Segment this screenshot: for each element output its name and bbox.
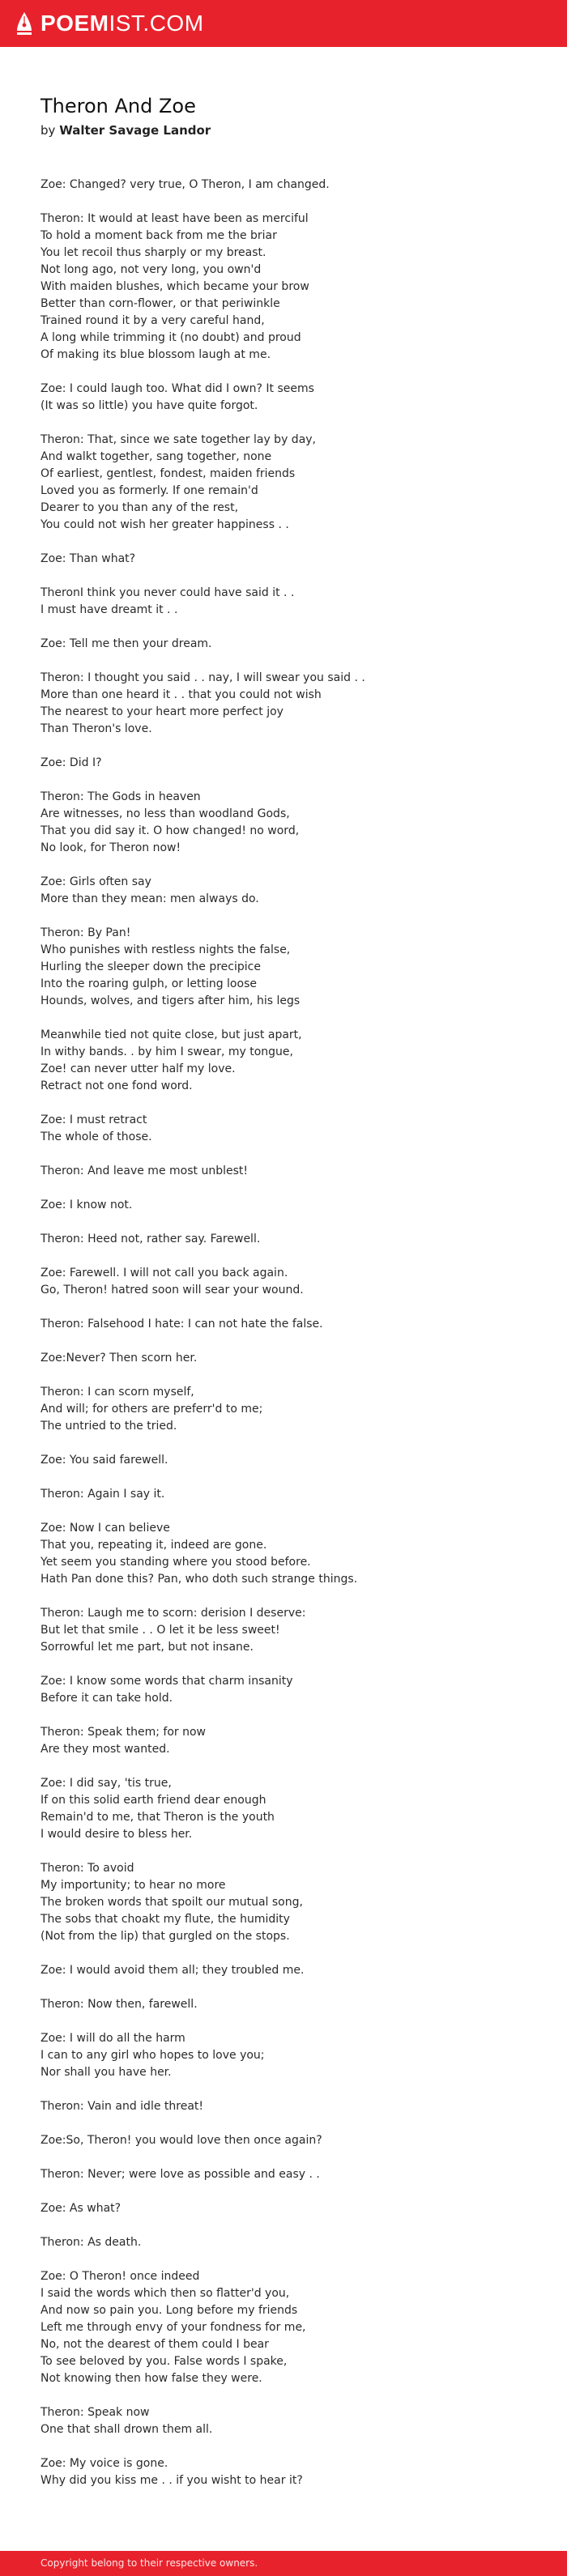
poem-stanza xyxy=(40,925,543,1010)
poem-line: Zoe: Girls often say xyxy=(40,875,151,888)
poem-line: To hold a moment back from me the briar xyxy=(40,229,277,242)
poem-stanza xyxy=(40,2132,543,2149)
poem-line: Theron: And leave me most unblest! xyxy=(40,1165,248,1177)
poem-stanza xyxy=(40,1112,543,1146)
copyright-notice: Copyright belong to their respective owners. xyxy=(40,2557,258,2569)
poem-line: You let recoil thus sharply or my breast. xyxy=(40,246,266,259)
poem-line: The broken words that spoilt our mutual song, xyxy=(40,1896,303,1909)
poem-stanza xyxy=(40,1724,543,1758)
poem-stanza xyxy=(40,1605,543,1656)
poem-line: TheronI think you never could have said it . . xyxy=(40,586,295,599)
poem-line: (It was so little) you have quite forgot. xyxy=(40,399,258,412)
site-footer xyxy=(0,2551,567,2576)
poem-line: Retract not one fond word. xyxy=(40,1079,193,1092)
poem-line: Better than corn-flower, or that periwinkle xyxy=(40,297,280,310)
poem-line: Of earliest, gentlest, fondest, maiden friends xyxy=(40,467,296,480)
poem-line: Nor shall you have her. xyxy=(40,2066,172,2079)
poem-line: Theron: I can scorn myself, xyxy=(40,1386,194,1399)
poem-stanza xyxy=(40,755,543,772)
poem-line: That you did say it. O how changed! no word, xyxy=(40,824,300,837)
poem-line: Zoe: Did I? xyxy=(40,756,102,769)
poem-line: That you, repeating it, indeed are gone. xyxy=(40,1539,267,1552)
poem-header xyxy=(40,94,543,139)
byline-label: by xyxy=(40,123,56,138)
poem-line: Why did you kiss me . . if you wisht to hear it? xyxy=(40,2474,303,2487)
poem-line: Zoe: Changed? very true, O Theron, I am changed. xyxy=(40,178,330,191)
poem-line: Zoe: As what? xyxy=(40,2202,122,2215)
poem-body xyxy=(40,177,543,2506)
poem-stanza xyxy=(40,1996,543,2013)
poem-line: Zoe: Farewell. I will not call you back again. xyxy=(40,1267,288,1279)
site-header xyxy=(0,0,567,47)
poem-stanza xyxy=(40,432,543,534)
poem-stanza xyxy=(40,2268,543,2387)
poem-stanza xyxy=(40,1384,543,1435)
poem-stanza xyxy=(40,1350,543,1367)
poem-line: With maiden blushes, which became your brow xyxy=(40,280,309,293)
poem-line: I would desire to bless her. xyxy=(40,1828,193,1841)
poem-line: A long while trimming it (no doubt) and proud xyxy=(40,331,301,344)
poem-stanza xyxy=(40,670,543,738)
poem-stanza xyxy=(40,1197,543,1214)
poem-stanza xyxy=(40,1027,543,1095)
poem-line: Zoe! can never utter half my love. xyxy=(40,1062,236,1075)
poem-line: Zoe:So, Theron! you would love then once again? xyxy=(40,2134,322,2147)
poem-line: Theron: As death. xyxy=(40,2236,142,2249)
poem-stanza xyxy=(40,1163,543,1180)
poem-stanza xyxy=(40,381,543,415)
poem-line: Theron: Now then, farewell. xyxy=(40,1998,198,2011)
poem-line: Dearer to you than any of the rest, xyxy=(40,501,239,514)
poem-line: The whole of those. xyxy=(40,1130,152,1143)
poem-stanza xyxy=(40,636,543,653)
poem-line: One that shall drown them all. xyxy=(40,2423,213,2436)
poem-line: The nearest to your heart more perfect joy xyxy=(40,705,284,718)
poem-line: Theron: Laugh me to scorn: derision I deserve: xyxy=(40,1607,306,1620)
poem-line: Zoe: My voice is gone. xyxy=(40,2457,168,2470)
poem-line: Theron: I thought you said . . nay, I will swear you said . . xyxy=(40,671,365,684)
poem-line: Theron: Speak now xyxy=(40,2406,150,2419)
poem-line: Zoe: Than what? xyxy=(40,552,136,565)
poem-stanza xyxy=(40,1673,543,1707)
poem-line: I must have dreamt it . . xyxy=(40,603,178,616)
poem-line: Zoe: You said farewell. xyxy=(40,1454,168,1467)
poem-line: Left me through envy of your fondness for me, xyxy=(40,2321,306,2334)
poem-line: Before it can take hold. xyxy=(40,1692,173,1705)
poem-stanza xyxy=(40,2166,543,2183)
poem-line: Of making its blue blossom laugh at me. xyxy=(40,348,271,361)
poem-stanza xyxy=(40,585,543,619)
poem-line: Zoe: O Theron! once indeed xyxy=(40,2270,200,2283)
site-logo[interactable] xyxy=(16,11,204,36)
poem-line: Zoe: I could laugh too. What did I own? It seems xyxy=(40,382,314,395)
poem-stanza xyxy=(40,1962,543,1979)
poem-line: Theron: Vain and idle threat! xyxy=(40,2100,203,2113)
poem-stanza xyxy=(40,551,543,568)
poem-line: You could not wish her greater happiness . . xyxy=(40,518,289,531)
author-link[interactable]: Walter Savage Landor xyxy=(59,123,211,138)
poem-line: Zoe: I must retract xyxy=(40,1113,147,1126)
poem-line: No, not the dearest of them could I bear xyxy=(40,2338,269,2351)
poem-line: Theron: Heed not, rather say. Farewell. xyxy=(40,1233,261,1245)
poem-line: And will; for others are preferr'd to me; xyxy=(40,1403,263,1416)
poem-stanza xyxy=(40,1231,543,1248)
poem-line: Hounds, wolves, and tigers after him, his legs xyxy=(40,994,301,1007)
poem-stanza xyxy=(40,1520,543,1588)
poem-line: And walkt together, sang together, none xyxy=(40,450,272,463)
poem-line: Are they most wanted. xyxy=(40,1743,170,1756)
poem-line: Sorrowful let me part, but not insane. xyxy=(40,1641,254,1654)
poem-line: No look, for Theron now! xyxy=(40,841,181,854)
poem-stanza xyxy=(40,1265,543,1299)
poem-line: Theron: The Gods in heaven xyxy=(40,790,201,803)
poem-line: But let that smile . . O let it be less sweet! xyxy=(40,1624,280,1637)
poem-line: Remain'd to me, that Theron is the youth xyxy=(40,1811,275,1824)
poem-line: More than they mean: men always do. xyxy=(40,892,259,905)
poem-line: Zoe: I did say, 'tis true, xyxy=(40,1777,172,1790)
poem-line: In withy bands. . by him I swear, my tongue, xyxy=(40,1045,293,1058)
poem-line: Zoe:Never? Then scorn her. xyxy=(40,1352,198,1365)
poem-line: Theron: By Pan! xyxy=(40,926,131,939)
poem-stanza xyxy=(40,874,543,908)
poem-line: Zoe: I know not. xyxy=(40,1199,133,1211)
poem-line: Zoe: I know some words that charm insanity xyxy=(40,1675,293,1688)
site-logo-text: POEMIST.COM xyxy=(40,11,204,36)
poem-stanza xyxy=(40,789,543,857)
poem-byline xyxy=(40,121,543,139)
poem-line: Trained round it by a very careful hand, xyxy=(40,314,265,327)
poem-line: Theron: Again I say it. xyxy=(40,1488,165,1501)
poem-line: Theron: Speak them; for now xyxy=(40,1726,206,1739)
poem-line: Yet seem you standing where you stood before. xyxy=(40,1556,311,1569)
poem-line: Not knowing then how false they were. xyxy=(40,2372,262,2385)
poem-stanza xyxy=(40,211,543,364)
poem-line: Meanwhile tied not quite close, but just apart, xyxy=(40,1028,302,1041)
poem-line: Into the roaring gulph, or letting loose xyxy=(40,977,257,990)
poem-title: Theron And Zoe xyxy=(40,95,196,117)
poem-line: Hurling the sleeper down the precipice xyxy=(40,960,261,973)
poem-line: And now so pain you. Long before my friends xyxy=(40,2304,298,2317)
poem-line: Zoe: Now I can believe xyxy=(40,1522,170,1535)
poem-line: Zoe: Tell me then your dream. xyxy=(40,637,212,650)
poem-line: To see beloved by you. False words I spake, xyxy=(40,2355,288,2368)
poem-line: Zoe: I will do all the harm xyxy=(40,2032,185,2045)
poem-line: Who punishes with restless nights the false, xyxy=(40,943,291,956)
poem-line: More than one heard it . . that you could not wish xyxy=(40,688,322,701)
poem-line: The untried to the tried. xyxy=(40,1420,177,1433)
poem-stanza xyxy=(40,1775,543,1843)
poem-stanza xyxy=(40,2030,543,2081)
poem-stanza xyxy=(40,2200,543,2217)
poem-stanza xyxy=(40,1316,543,1333)
poem-line: Go, Theron! hatred soon will sear your wound. xyxy=(40,1284,304,1297)
poem-stanza xyxy=(40,1452,543,1469)
poem-line: The sobs that choakt my flute, the humidity xyxy=(40,1913,290,1926)
poem-line: If on this solid earth friend dear enough xyxy=(40,1794,266,1807)
poem-line: Zoe: I would avoid them all; they troubled me. xyxy=(40,1964,305,1977)
poem-stanza xyxy=(40,2234,543,2251)
poem-stanza xyxy=(40,1486,543,1503)
poem-line: Are witnesses, no less than woodland Gods, xyxy=(40,807,290,820)
poem-line: Than Theron's love. xyxy=(40,722,152,735)
poem-line: Theron: To avoid xyxy=(40,1862,134,1875)
poem-line: Loved you as formerly. If one remain'd xyxy=(40,484,258,497)
poem-line: Hath Pan done this? Pan, who doth such strange things. xyxy=(40,1573,358,1586)
poem-line: Theron: Never; were love as possible and easy . . xyxy=(40,2168,320,2181)
poem-stanza xyxy=(40,2098,543,2115)
poem-line: My importunity; to hear no more xyxy=(40,1879,226,1892)
poem-line: (Not from the lip) that gurgled on the stops. xyxy=(40,1930,290,1943)
poem-stanza xyxy=(40,2404,543,2438)
poem-stanza xyxy=(40,1860,543,1945)
poem-line: Theron: That, since we sate together lay by day, xyxy=(40,433,317,446)
poem-stanza xyxy=(40,177,543,194)
poem-line: I can to any girl who hopes to love you; xyxy=(40,2049,265,2062)
poem-line: Theron: Falsehood I hate: I can not hate the false. xyxy=(40,1318,323,1331)
poem-stanza xyxy=(40,2455,543,2489)
poem-line: Theron: It would at least have been as merciful xyxy=(40,212,309,225)
poem-line: Not long ago, not very long, you own'd xyxy=(40,263,262,276)
quill-pen-icon xyxy=(16,11,32,36)
poem-line: I said the words which then so flatter'd you, xyxy=(40,2287,290,2300)
